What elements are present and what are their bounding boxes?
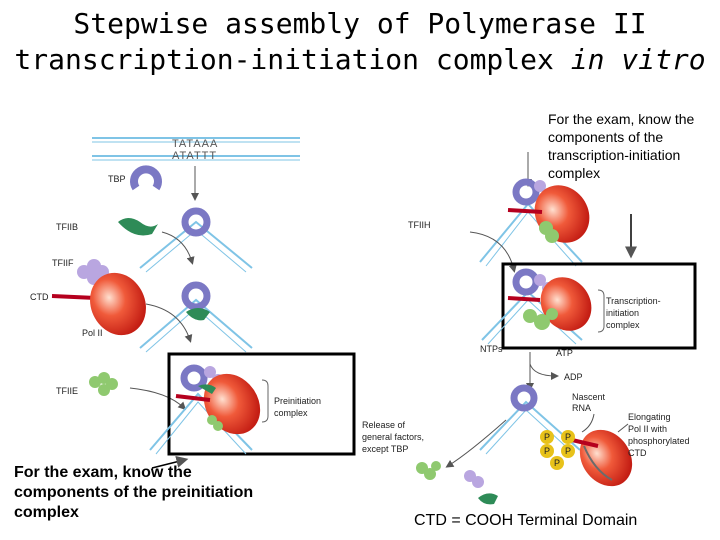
release-label-2: general factors, [362,432,425,442]
release-arrow [448,420,506,466]
tbp-shape [134,169,158,188]
elong-label-3: phosphorylated [628,436,690,446]
adp-arrow [530,364,556,376]
phosphate-2: P [565,432,572,442]
atp-label: ATP [556,348,573,358]
elong-pointer [618,424,628,432]
note-ctd-definition: CTD = COOH Terminal Domain [414,512,638,529]
adp-label: ADP [564,372,583,382]
tfiif-label: TFIIF [52,258,74,268]
elong-label-1: Elongating [628,412,671,422]
release-label-3: except TBP [362,444,409,454]
preinit-label-1: Preinitiation [274,396,322,406]
note-pic-components: For the exam, know the components of the preinitiation complex [14,464,254,521]
ctd-label: CTD [30,292,49,302]
preinit-label-2: complex [274,408,308,418]
ntps-label: NTPs [480,344,503,354]
seq-bottom-label: ATATTT [172,150,218,162]
seq-top-label: TATAAA [172,138,219,150]
tfiie-shape [89,372,118,396]
tbp-step2 [185,285,207,307]
elong-label-4: CTD [628,448,647,458]
tic-complex-shape [482,267,602,344]
title-line-2-text: transcription-initiation complex [14,43,571,76]
phosphate-4: P [565,446,572,456]
tbp-label: TBP [108,174,126,184]
tic-label-3: complex [606,320,640,330]
nascent-label-1: Nascent [572,392,606,402]
phosphate-cluster [540,430,575,470]
nascent-label-2: RNA [572,403,592,413]
tfiib-shape [118,218,158,236]
tfiie-label: TFIIE [56,386,78,396]
preinit-bracket [262,380,268,422]
elong-label-2: Pol II with [628,424,668,434]
phosphate-1: P [544,432,551,442]
pol2-label: Pol II [82,328,103,338]
phosphate-3: P [544,446,551,456]
tic-bracket [598,290,604,332]
title-line-2-italic: in vitro [570,43,706,76]
tfiih-label: TFIIH [408,220,431,230]
released-factors [416,461,498,504]
tic-label-1: Transcription- [606,296,661,306]
tic-label-2: initiation [606,308,640,318]
elongation-dna [480,388,580,454]
nascent-pointer [582,414,594,432]
tfiib-label: TFIIB [56,222,78,232]
step5-complex [480,175,601,266]
note-tic-components: For the exam, know the components of the transcription-initiation complex [548,111,695,181]
step-arrow-3 [146,304,190,340]
ctd-tail [52,296,96,298]
release-label-1: Release of [362,420,406,430]
title-line-1: Stepwise assembly of Polymerase II [73,7,647,40]
phosphate-5: P [554,458,561,468]
